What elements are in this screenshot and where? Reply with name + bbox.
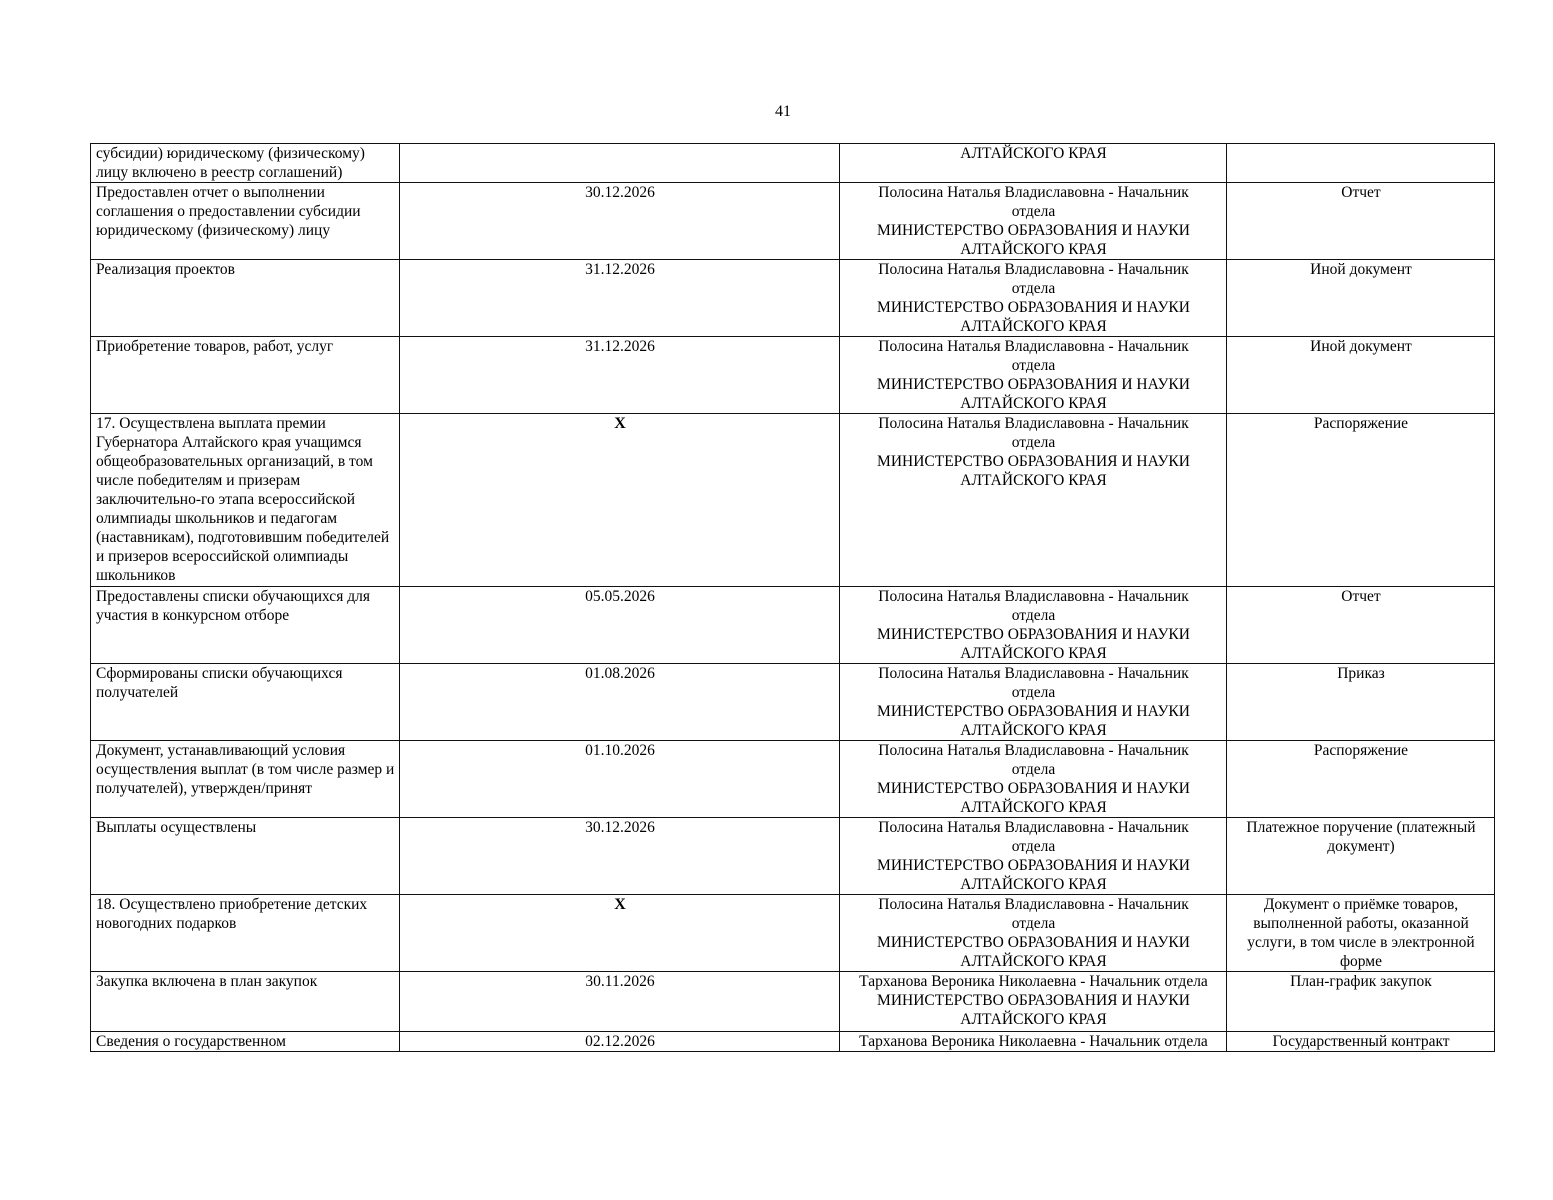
responsible-cell: [840, 972, 1227, 1032]
responsible-person: Полосина Наталья Владиславовна - Начальник: [878, 896, 1189, 913]
responsible-person: Тарханова Вероника Николаевна - Начальник отдела: [859, 1033, 1208, 1050]
event-name-cell: Сведения о государственном: [91, 1032, 400, 1052]
responsible-position: отдела: [1011, 684, 1056, 701]
event-name-cell: Реализация проектов: [91, 260, 400, 337]
table-row: [91, 337, 1495, 414]
responsible-person: Полосина Наталья Владиславовна - Начальник: [878, 261, 1189, 278]
responsible-org: МИНИСТЕРСТВО ОБРАЗОВАНИЯ И НАУКИ АЛТАЙСКОГО КРАЯ: [877, 222, 1190, 258]
responsible-person: Полосина Наталья Владиславовна - Начальник: [878, 665, 1189, 682]
responsible-position: отдела: [1011, 838, 1056, 855]
table-row: [91, 587, 1495, 664]
table-row: [91, 664, 1495, 741]
not-applicable-mark: X: [614, 896, 626, 913]
responsible-position: отдела: [1011, 434, 1056, 451]
event-name-cell: субсидии) юридическому (физическому) лицу включено в реестр соглашений): [91, 144, 400, 183]
event-name-cell: 17. Осуществлена выплата премии Губернатора Алтайского края учащимся общеобразовательных организаций, в том числе победителям и призерам заключительно-го этапа всероссийской олимпиады школьников и педагогам (наставникам), подготовившим победителей и призеров всероссийской олимпиады школьников: [91, 414, 400, 587]
date-cell: 30.11.2026: [400, 972, 840, 1032]
event-name-cell: Документ, устанавливающий условия осуществления выплат (в том числе размер и получателей), утвержден/принят: [91, 741, 400, 818]
table-row: [91, 1032, 1495, 1052]
date-cell: 30.12.2026: [400, 183, 840, 260]
date-cell: 31.12.2026: [400, 337, 840, 414]
table-row: [91, 972, 1495, 1032]
responsible-cell: [840, 1032, 1227, 1052]
date-cell: [400, 414, 840, 587]
event-name-cell: Предоставлены списки обучающихся для участия в конкурсном отборе: [91, 587, 400, 664]
table-row: [91, 741, 1495, 818]
responsible-position: отдела: [1011, 607, 1056, 624]
responsible-org: МИНИСТЕРСТВО ОБРАЗОВАНИЯ И НАУКИ АЛТАЙСКОГО КРАЯ: [877, 453, 1190, 489]
control-points-table: [90, 143, 1495, 1052]
responsible-cell: [840, 183, 1227, 260]
date-cell: 01.10.2026: [400, 741, 840, 818]
responsible-org: МИНИСТЕРСТВО ОБРАЗОВАНИЯ И НАУКИ АЛТАЙСКОГО КРАЯ: [877, 934, 1190, 970]
responsible-person: Полосина Наталья Владиславовна - Начальник: [878, 338, 1189, 355]
document-cell: Платежное поручение (платежный документ): [1227, 818, 1495, 895]
responsible-position: отдела: [1011, 357, 1056, 374]
responsible-person: Полосина Наталья Владиславовна - Начальник: [878, 588, 1189, 605]
page-number: 41: [775, 103, 791, 120]
responsible-cell: [840, 895, 1227, 972]
responsible-org: АЛТАЙСКОГО КРАЯ: [960, 145, 1107, 162]
document-cell: Документ о приёмке товаров, выполненной работы, оказанной услуги, в том числе в электронной форме: [1227, 895, 1495, 972]
document-cell: Государственный контракт: [1227, 1032, 1495, 1052]
document-cell: План-график закупок: [1227, 972, 1495, 1032]
responsible-position: отдела: [1011, 915, 1056, 932]
date-cell: 30.12.2026: [400, 818, 840, 895]
responsible-person: Полосина Наталья Владиславовна - Начальник: [878, 742, 1189, 759]
responsible-cell: [840, 587, 1227, 664]
document-cell: Распоряжение: [1227, 414, 1495, 587]
responsible-org: МИНИСТЕРСТВО ОБРАЗОВАНИЯ И НАУКИ АЛТАЙСКОГО КРАЯ: [877, 626, 1190, 662]
responsible-position: отдела: [1011, 761, 1056, 778]
responsible-org: МИНИСТЕРСТВО ОБРАЗОВАНИЯ И НАУКИ АЛТАЙСКОГО КРАЯ: [877, 992, 1190, 1028]
responsible-position: отдела: [1011, 203, 1056, 220]
event-name-cell: Выплаты осуществлены: [91, 818, 400, 895]
responsible-cell: [840, 414, 1227, 587]
date-cell: 02.12.2026: [400, 1032, 840, 1052]
responsible-org: МИНИСТЕРСТВО ОБРАЗОВАНИЯ И НАУКИ АЛТАЙСКОГО КРАЯ: [877, 780, 1190, 816]
table-row: [91, 144, 1495, 183]
responsible-cell: [840, 818, 1227, 895]
responsible-org: МИНИСТЕРСТВО ОБРАЗОВАНИЯ И НАУКИ АЛТАЙСКОГО КРАЯ: [877, 376, 1190, 412]
responsible-cell: [840, 741, 1227, 818]
date-cell: 05.05.2026: [400, 587, 840, 664]
responsible-cell: [840, 337, 1227, 414]
table-row: [91, 260, 1495, 337]
event-name-cell: 18. Осуществлено приобретение детских новогодних подарков: [91, 895, 400, 972]
table-row: [91, 414, 1495, 587]
responsible-position: отдела: [1011, 280, 1056, 297]
event-name-cell: Приобретение товаров, работ, услуг: [91, 337, 400, 414]
responsible-org: МИНИСТЕРСТВО ОБРАЗОВАНИЯ И НАУКИ АЛТАЙСКОГО КРАЯ: [877, 299, 1190, 335]
date-cell: 01.08.2026: [400, 664, 840, 741]
responsible-cell: [840, 144, 1227, 183]
responsible-org: МИНИСТЕРСТВО ОБРАЗОВАНИЯ И НАУКИ АЛТАЙСКОГО КРАЯ: [877, 857, 1190, 893]
responsible-cell: [840, 260, 1227, 337]
event-name-cell: Сформированы списки обучающихся получателей: [91, 664, 400, 741]
document-cell: Приказ: [1227, 664, 1495, 741]
event-name-cell: Закупка включена в план закупок: [91, 972, 400, 1032]
event-name-cell: Предоставлен отчет о выполнении соглашения о предоставлении субсидии юридическому (физическому) лицу: [91, 183, 400, 260]
document-cell: Отчет: [1227, 183, 1495, 260]
table-row: [91, 183, 1495, 260]
document-cell: Распоряжение: [1227, 741, 1495, 818]
responsible-person: Тарханова Вероника Николаевна - Начальник отдела: [859, 973, 1208, 990]
responsible-person: Полосина Наталья Владиславовна - Начальник: [878, 819, 1189, 836]
document-cell: Иной документ: [1227, 337, 1495, 414]
responsible-person: Полосина Наталья Владиславовна - Начальник: [878, 415, 1189, 432]
responsible-person: Полосина Наталья Владиславовна - Начальник: [878, 184, 1189, 201]
document-cell: Отчет: [1227, 587, 1495, 664]
date-cell: [400, 895, 840, 972]
document-cell: Иной документ: [1227, 260, 1495, 337]
document-cell: [1227, 144, 1495, 183]
table-row: [91, 895, 1495, 972]
table-row: [91, 818, 1495, 895]
date-cell: [400, 144, 840, 183]
responsible-cell: [840, 664, 1227, 741]
date-cell: 31.12.2026: [400, 260, 840, 337]
responsible-org: МИНИСТЕРСТВО ОБРАЗОВАНИЯ И НАУКИ АЛТАЙСКОГО КРАЯ: [877, 703, 1190, 739]
not-applicable-mark: X: [614, 415, 626, 432]
